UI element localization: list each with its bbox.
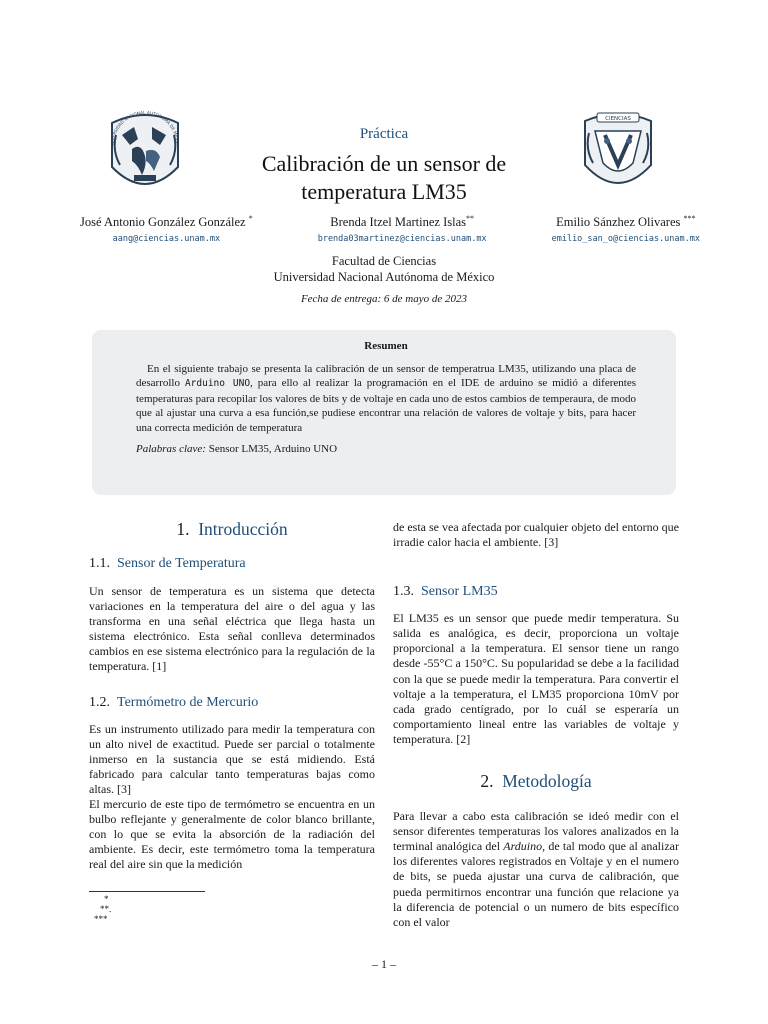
- abstract-title: Resumen: [364, 340, 408, 352]
- footnote-1: *: [104, 894, 109, 904]
- section-heading-introduccion: 1. Introducción: [176, 519, 288, 539]
- abstract-text: En el siguiente trabajo se presenta la calibración de un sensor de temperatrua LM35, utilizando una placa de desarrollo Arduino UNO, para ello al realizar la programación en el IDE de arduino se midió a diferentes temperaturas para recopilar los valores de bits y de voltaje en cada uno de estos cambios de temperaura, de modo que al ajustar una curva a esa función,se pudiese encontrar una relación de valores de voltaje y bits, para hacer una correcta medición de temperatura: [136, 363, 636, 434]
- author-name: José Antonio González González: [80, 215, 246, 230]
- submission-date: Fecha de entrega: 6 de mayo de 2023: [300, 293, 468, 305]
- author-3: [552, 214, 700, 244]
- author-email[interactable]: brenda03martinez@ciencias.unam.mx: [317, 234, 487, 245]
- author-name: Brenda Itzel Martinez Islas: [330, 215, 466, 230]
- keywords-values: Sensor LM35, Arduino UNO: [208, 443, 338, 456]
- author-mark: **: [466, 214, 474, 223]
- paragraph-sensor-temperatura: Un sensor de temperatura es un sistema que detecta variaciones en la temperatura del aire o del agua y las transforma en una señal eléctrica que llega hasta un sistema electrónico. Esta señal conlleva determinados cambios en ese sistema electrónico para la regulación de la temperatura. [1]: [89, 584, 375, 674]
- subsection-heading-termometro-mercurio: 1.2. Termómetro de Mercurio: [89, 694, 259, 710]
- subsection-heading-sensor-temperatura: 1.1. Sensor de Temperatura: [89, 556, 246, 571]
- affiliation-university: Universidad Nacional Autónoma de México: [273, 270, 495, 284]
- author-mark: *: [248, 214, 253, 223]
- footnote-rule: [89, 891, 205, 892]
- subsection-heading-sensor-lm35: 1.3. Sensor LM35: [393, 584, 498, 600]
- right-column: [393, 520, 679, 930]
- paragraph-sensor-lm35: El LM35 es un sensor que puede medir temperatura. Su salida es analógica, es decir, proporciona un voltaje proporcional a la temperatura. El sensor tiene un rango desde -55°C a 150°C. Su popularidad se debe a la facilidad con la que se puede medir la temperatura. Para convertir el voltaje a la temperatura, el LM35 proporciona 10mV por cada grado centígrado, por lo cuál se esperaría un comportamiento lineal entre las variables de voltaje y temperatura. [2]: [393, 611, 679, 746]
- author-email[interactable]: aang@ciencias.unam.mx: [112, 234, 221, 245]
- paragraph-termometro-2: El mercurio de este tipo de termómetro se encuentra en un bulbo reflejante y generalmente de color blanco brillante, con lo que se evita la absorción de la radiación del ambiente. Es decir, este termómetro toma la temperatura real del aire sin que la medición: [89, 797, 375, 872]
- author-email[interactable]: emilio_san_o@ciencias.unam.mx: [551, 234, 700, 245]
- paragraph-termometro-continued: de esta se vea afectada por cualquier objeto del entorno que irradie calor hacia el ambiente. [3]: [393, 520, 679, 550]
- author-1: [80, 214, 253, 244]
- left-column: [89, 518, 375, 873]
- svg-text:CIENCIAS: CIENCIAS: [605, 116, 631, 122]
- paragraph-termometro-1: Es un instrumento utilizado para medir la temperatura con un alto nivel de exactitud. Puede ser parcial o totalmente inmerso en la sustancia que se está midiendo. Está fabricado para calcular tanto temperaturas bajas como altas. [3]: [89, 721, 375, 796]
- footnote-2: **.: [100, 904, 112, 914]
- title-line-1: Calibración de un sensor de: [261, 151, 507, 176]
- svg-text:UNIVERSIDAD NACIONAL AUTONOMA: NIVERSIDAD NACIONAL AUTONOMA DE MEXIC: [109, 109, 181, 146]
- document-kind: Práctica: [359, 126, 409, 142]
- section-heading-metodologia: 2. Metodología: [480, 771, 592, 792]
- page-number: – 1 –: [372, 957, 396, 971]
- author-mark: ***: [683, 214, 696, 223]
- paragraph-metodologia: Para llevar a cabo esta calibración se ideó medir con el sensor diferentes temperaturas los valores analizados en la terminal analógica del Arduino, de tal modo que al analizar los diferentes valores registrados en Voltaje y en el numero de bits, se pueda ajustar una curva de calibración, que pueda permitirnos encontrar una función que relacione ya la diferencia de potencial o un numero de bits específico con el valor: [393, 809, 680, 929]
- abstract-box: [92, 330, 676, 495]
- keywords: [136, 443, 636, 455]
- author-name: Emilio Sánzhez Olivares: [556, 215, 681, 230]
- affiliation-faculty: Facultad de Ciencias: [331, 254, 437, 268]
- document-title: [0, 150, 768, 206]
- author-list: [80, 214, 700, 244]
- abstract-code: Arduino UNO: [184, 378, 251, 390]
- title-line-2: temperatura LM35: [301, 179, 467, 204]
- affiliation: [0, 253, 768, 285]
- author-2: [318, 214, 487, 244]
- footnotes: [92, 894, 111, 924]
- keywords-label: Palabras clave:: [136, 443, 206, 456]
- footnote-3: ***: [94, 914, 108, 924]
- emphasis-arduino: Arduino: [503, 839, 543, 854]
